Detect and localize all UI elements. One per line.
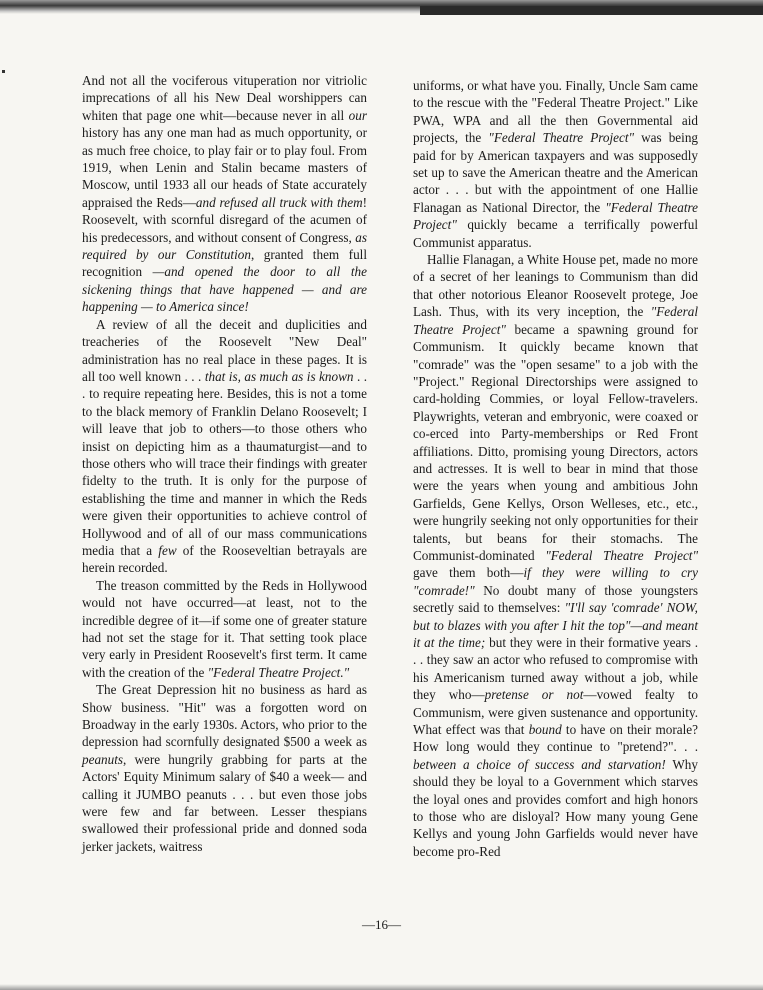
italic-text: "Federal Theatre Project" bbox=[413, 304, 698, 337]
italic-text: that is, as much as is known bbox=[204, 368, 354, 384]
text: . . . to require repeating here. Besides, this is not a tome to the black memory of Franklin Delano Roosevelt; I will leave that job to others—to those others who insist on depicting him as a thaumaturgist—and to those others who will trace their findings with greater fidelty to the truth. It is only for the purpose of establishing the time and manner in which the Reds were given their opportunities to achieve control of Hollywood and of all of our mass communications media that a bbox=[82, 368, 368, 558]
text: No doubt many of those youngsters secretly said to themselves: bbox=[413, 582, 698, 616]
italic-text: "Federal Theatre Project." bbox=[207, 664, 350, 680]
italic-text: pretense or not bbox=[484, 687, 584, 703]
italic-text: —and opened the door to all the sickening things that have happened — and are happening — to America since! bbox=[82, 264, 367, 315]
text: The treason committed by the Reds in Hollywood would not have occurred—at least, not to the incredible degree of it—if some one of greater stature had not set the stage for it. That setting took place very early in President Roosevelt's first term. It came with the creation of the bbox=[82, 577, 367, 680]
paragraph bbox=[413, 251, 698, 860]
italic-text: few bbox=[158, 542, 177, 558]
text: of the Rooseveltian betrayals are herein recorded. bbox=[82, 542, 367, 576]
italic-text: between a choice of success and starvation! bbox=[413, 756, 666, 772]
paragraph bbox=[82, 316, 367, 577]
text: , granted them full recognition bbox=[82, 247, 367, 280]
paragraph bbox=[82, 681, 367, 855]
italic-text: "Federal Theatre Project" bbox=[545, 547, 698, 563]
text: became a spawning ground for Communism. It quickly became known that "comrade" was the "open sesame" to a job with the "Project." Regional Directorships were assigned to card-holding Commies, or loyal Fellow-travelers. Playwrights, veteran and embryonic, were coaxed or co-erced into Party-memberships or Red Front affiliations. Ditto, promising young Directors, actors and actresses. It is well to bear in mind that those were the years when young and ambitious John Garfields, Gene Kellys, Orson Welleses, etc., etc., were hungrily seeking not only opportunities for their talents, but beans for their stomachs. The Communist-dominated bbox=[413, 321, 698, 563]
text: —vowed fealty to Communism, were given sustenance and opportunity. What effect was that bbox=[413, 687, 698, 738]
paragraph bbox=[82, 577, 367, 681]
italic-text: "Federal Theatre Project" bbox=[413, 199, 698, 233]
text: quickly became a terrifically powerful Communist apparatus. bbox=[413, 217, 698, 250]
text: uniforms, or what have you. Finally, Uncle Sam came to the rescue with the "Federal Theatre Project." Like PWA, WPA and all the then Governmental aid projects, the bbox=[413, 78, 698, 146]
text: Why should they be loyal to a Government which starves the loyal ones and provides comfort and high honors to those who are disloyal? How many young Gene Kellys and young John Garfields would never have become pro-Red bbox=[413, 756, 698, 859]
italic-text: "Federal Theatre Project" bbox=[488, 130, 635, 146]
italic-text: "I'll say 'comrade' NOW, but to blazes with you after I hit the top"—and meant it at the time; bbox=[413, 600, 698, 650]
italic-text: our bbox=[348, 107, 367, 123]
text: but they were in their formative years . . . they saw an actor who refused to compromise with his Americanism turned away without a job, while they who— bbox=[413, 635, 698, 703]
italic-text: peanuts bbox=[82, 751, 124, 767]
right-column bbox=[413, 77, 698, 860]
italic-text: as required by our Constitution bbox=[82, 229, 367, 263]
text: ! Roosevelt, with scornful disregard of the acumen of his predecessors, and without consent of Congress, bbox=[82, 194, 367, 245]
margin-mark bbox=[2, 70, 5, 73]
italic-text: and refused all truck with them bbox=[195, 194, 363, 210]
italic-text: if they were willing to cry "comrade!" bbox=[413, 565, 698, 598]
text: gave them both— bbox=[413, 565, 524, 581]
text: Hallie Flanagan, a White House pet, made no more of a secret of her leanings to Communism than did that other notorious Eleanor Roosevelt protege, Joe Lash. Thus, with its very inception, the bbox=[413, 252, 698, 320]
text: And not all the vociferous vituperation nor vitriolic imprecations of all his New Deal worshippers can whiten that page one whit—because never in all bbox=[82, 73, 367, 123]
italic-text: bound bbox=[528, 722, 562, 738]
text: to have on their morale? How long would they continue to "pretend?". . . bbox=[413, 722, 698, 755]
text: The Great Depression hit no business as hard as Show business. "Hit" was a forgotten word on Broadway in the early 1930s. Actors, who prior to the depression had scornfully designated $500 a week as bbox=[82, 682, 367, 750]
text: was being paid for by American taxpayers and was supposedly set up to save the American theatre and the American actor . . . but with the appointment of one Hallie Flanagan as National Director, the bbox=[413, 130, 699, 215]
page-number: —16— bbox=[362, 917, 401, 932]
paragraph bbox=[413, 77, 698, 251]
left-column bbox=[82, 72, 367, 855]
text: , were hungrily grabbing for parts at the Actors' Equity Minimum salary of $40 a week— and calling it JUMBO peanuts . . . but even those jobs were few and far between. Lesser thespians swallowed their professional pride and donned soda jerker jackets, waitress bbox=[82, 751, 367, 854]
text: A review of all the deceit and duplicities and treacheries of the Roosevelt "New Deal" administration has no real place in these pages. It is all too well known . . . bbox=[82, 316, 367, 384]
paragraph bbox=[82, 72, 367, 316]
page-top-rule-shadow bbox=[420, 6, 763, 15]
text: history has any one man had as much opportunity, or as much free choice, to play fair or to play foul. From 1919, when Lenin and Stalin became masters of Moscow, until 1933 all our heads of State accurately appraised the Reds— bbox=[82, 125, 367, 210]
page-bottom-rule bbox=[0, 984, 763, 990]
